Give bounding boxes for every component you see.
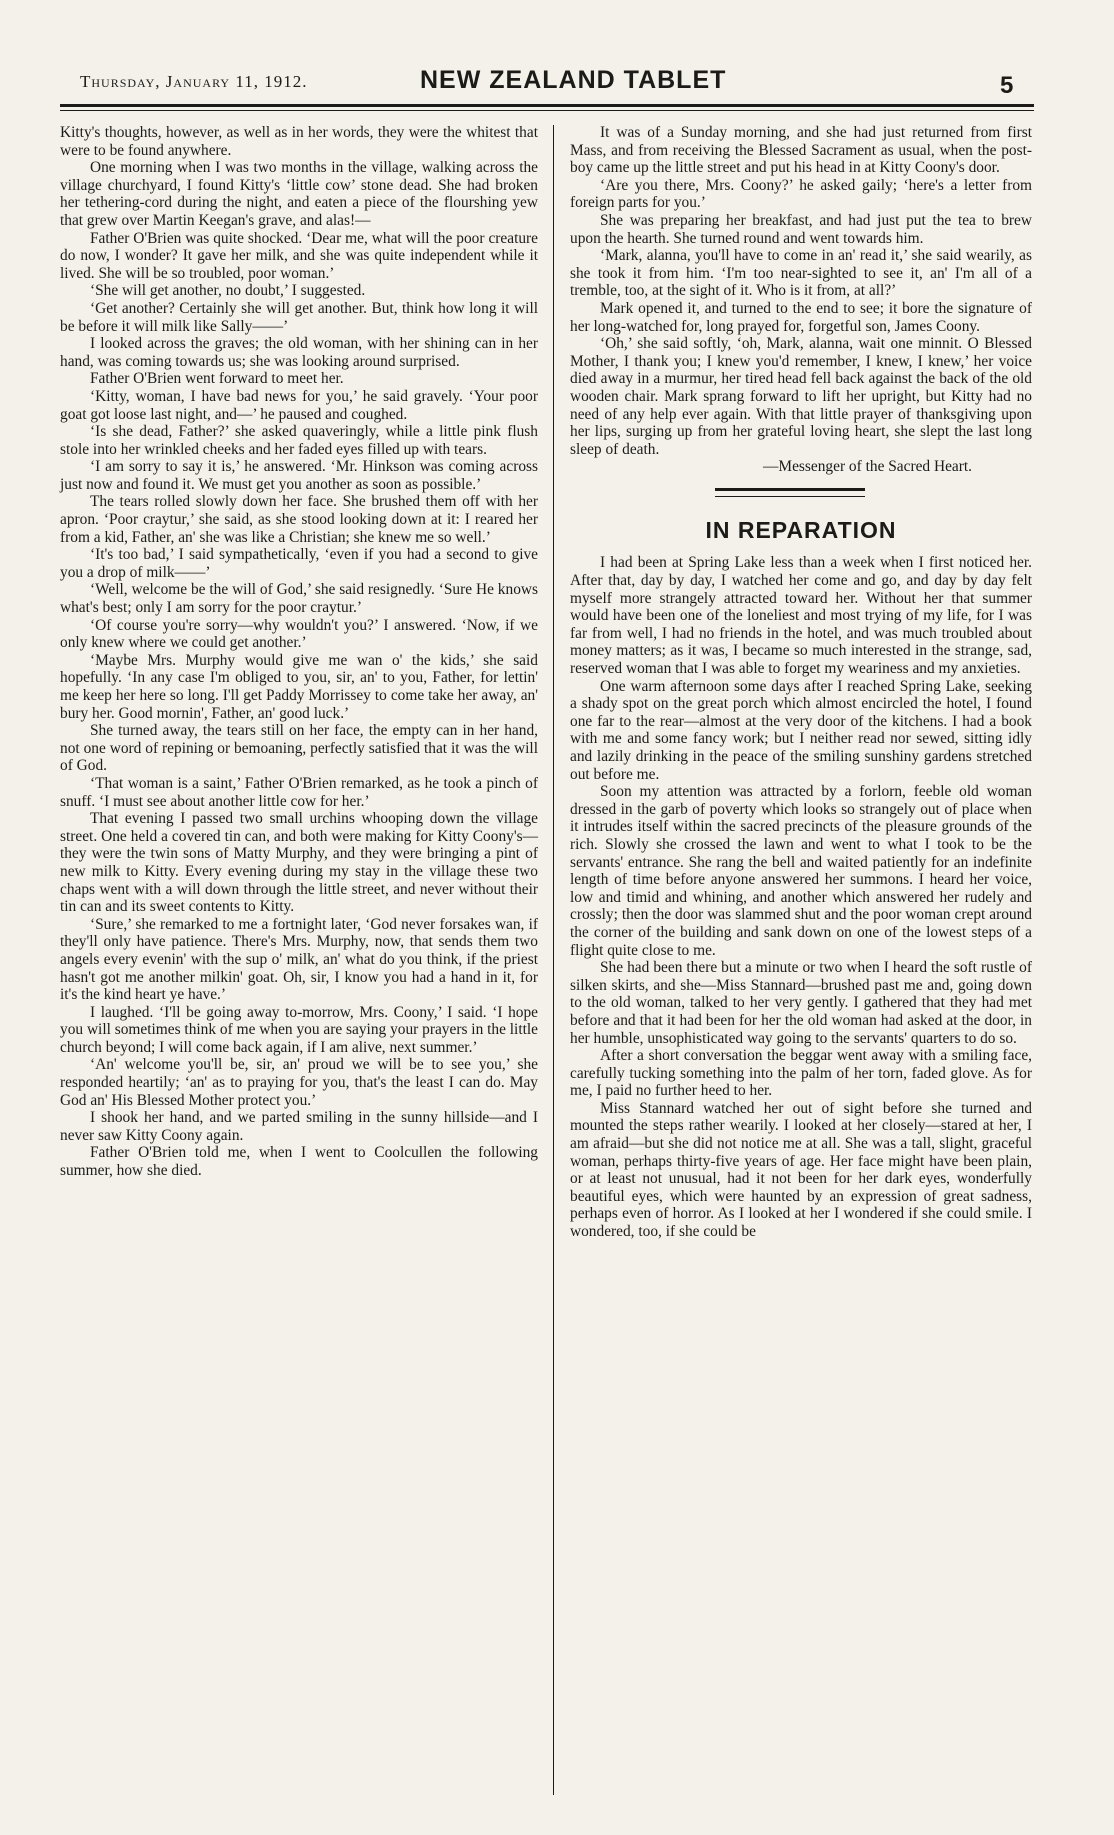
paragraph: She was preparing her breakfast, and had just put the tea to brew upon the hearth. She turned round and went towards him.: [570, 211, 1032, 247]
paragraph: She turned away, the tears still on her face, the empty can in her hand, not one word of repining or bemoaning, perfectly satisfied that it was the will of God.: [60, 722, 538, 775]
paragraph: ‘It's too bad,’ I said sympathetically, ‘even if you had a second to give you a drop of milk——’: [60, 546, 538, 581]
column-divider: [553, 125, 554, 1795]
paragraph: The tears rolled slowly down her face. She brushed them off with her apron. ‘Poor craytur,’ she said, as she stood looking down at it: I reared her from a kid, Father, an' she was like a Christian; she knew me so well.’: [60, 493, 538, 546]
left-column: [60, 124, 538, 1180]
paragraph: Kitty's thoughts, however, as well as in her words, they were the whitest that were to be found anywhere.: [60, 124, 538, 159]
paragraph: ‘She will get another, no doubt,’ I suggested.: [90, 282, 366, 300]
paragraph: ‘An' welcome you'll be, sir, an' proud we will be to see you,’ she responded heartily; ‘an' as to praying for you, that's the least I can do. May God an' His Blessed Mother protect you.’: [60, 1056, 538, 1109]
header-rule-thin: [60, 110, 1034, 111]
paragraph: Father O'Brien was quite shocked. ‘Dear me, what will the poor creature do now, I wonder? It gave her milk, and she was quite independent while it lived. She will be so troubled, poor woman.’: [60, 229, 538, 282]
paragraph: ‘Of course you're sorry—why wouldn't you?’ I answered. ‘Now, if we only knew where we could get another.’: [60, 616, 538, 652]
paragraph: She had been there but a minute or two when I heard the soft rustle of silken skirts, and she—Miss Stannard—brushed past me and, going down to the old woman, talked to her very gently. I gathered that they had met before and that it had been for her the old woman had asked at the door, in her humble, unsophisticated way going to the servants' quarters to do so.: [570, 959, 1032, 1047]
paragraph: I had been at Spring Lake less than a week when I first noticed her. After that, day by day, I watched her come and go, and day by day felt myself more strangely attracted toward her. Without her that summer would have been one of the loneliest and most trying of my life, for I was far from well, I had no friends in the hotel, and was much troubled about money matters; as it was, I became so much interested in the strange, sad, reserved woman that I was able to forget my weariness and my anxieties.: [570, 554, 1032, 678]
paragraph: Soon my attention was attracted by a forlorn, feeble old woman dressed in the garb of poverty which looks so strangely out of place when it intrudes itself within the sacred precincts of the pleasure grounds of the rich. Slowly she crossed the lawn and went to what I took to be the servants' entrance. She rang the bell and waited patiently for an indefinite length of time before anyone answered her summons. I heard her voice, low and timid and whining, and another which answered her rudely and crossly; then the door was slammed shut and the poor woman crept around the corner of the building and sank down on one of the lowest steps of a flight quite close to me.: [570, 783, 1032, 959]
paragraph: I laughed. ‘I'll be going away to-morrow, Mrs. Coony,’ I said. ‘I hope you will sometimes think of me when you are saying your prayers in the little church beyond; I will come back again, if I am alive, next summer.’: [60, 1003, 538, 1056]
paragraph: ‘I am sorry to say it is,’ he answered. ‘Mr. Hinkson was coming across just now and found it. We must get you another as soon as possible.’: [60, 458, 538, 493]
issue-date: Thursday, January 11, 1912.: [80, 72, 308, 91]
paragraph: One warm afternoon some days after I reached Spring Lake, seeking a shady spot on the great porch which almost encircled the hotel, I found one far to the rear—almost at the very door of the kitchens. I had a book with me and some fancy work; but I neither read nor sewed, sitting idly and lazily drinking in the peace of the smiling sunshiny gardens stretched out before me.: [570, 677, 1032, 783]
paragraph: I shook her hand, and we parted smiling in the sunny hillside—and I never saw Kitty Coony again.: [60, 1109, 538, 1144]
paragraph: That evening I passed two small urchins whooping down the village street. One held a covered tin can, and both were making for Kitty Coony's—they were the twin sons of Matty Murphy, and they were bringing a pint of new milk to Kitty. Every evening during my stay in the village these two chaps went with a will down through the little street, and never without their tin can and its sweet contents to Kitty.: [60, 810, 538, 916]
paragraph: ‘Kitty, woman, I have bad news for you,’ he said gravely. ‘Your poor goat got loose last night, and—’ he paused and coughed.: [60, 387, 538, 423]
page-number: 5: [1000, 72, 1014, 99]
paragraph: Father O'Brien went forward to meet her.: [90, 370, 344, 388]
paragraph: ‘Mark, alanna, you'll have to come in an' read it,’ she said wearily, as she took it from him. ‘I'm too near-sighted to see it, an' I'm all of a tremble, too, at the sight of it. Who is it from, at all?’: [570, 247, 1032, 300]
paragraph: ‘Well, welcome be the will of God,’ she said resignedly. ‘Sure He knows what's best; only I am sorry for the poor craytur.’: [60, 581, 538, 617]
paragraph: I looked across the graves; the old woman, with her shining can in her hand, was coming towards us; she was looking around surprised.: [60, 335, 538, 370]
masthead-title: NEW ZEALAND TABLET: [420, 66, 727, 94]
paragraph: Father O'Brien told me, when I went to Coolcullen the following summer, how she died.: [60, 1144, 538, 1180]
paragraph: ‘That woman is a saint,’ Father O'Brien remarked, as he took a pinch of snuff. ‘I must see about another little cow for her.’: [60, 774, 538, 810]
story-signoff: —Messenger of the Sacred Heart.: [763, 458, 972, 476]
paragraph: After a short conversation the beggar went away with a smiling face, carefully tucking something into the palm of her torn, faded glove. As for me, I paid no further heed to her.: [570, 1047, 1032, 1100]
paragraph: Mark opened it, and turned to the end to see; it bore the signature of her long-watched for, long prayed for, forgetful son, James Coony.: [570, 299, 1032, 335]
paragraph: One morning when I was two months in the village, walking across the village churchyard, I found Kitty's ‘little cow’ stone dead. She had broken her tethering-cord during the night, and eaten a piece of the flourshing yew that grew over Martin Keegan's grave, and alas!—: [60, 159, 538, 229]
paragraph: Miss Stannard watched her out of sight before she turned and mounted the steps rather wearily. I looked at her closely—stared at her, I am afraid—but she did not notice me at all. She was a tall, slight, graceful woman, perhaps thirty-five years of age. Her face might have been plain, or at least not unusual, had it not been for her dark eyes, wonderfully beautiful eyes, which were haunted by an expression of great sadness, perhaps even of horror. As I looked at her I wondered if she could smile. I wondered, too, if she could be: [570, 1099, 1032, 1241]
paragraph: It was of a Sunday morning, and she had just returned from first Mass, and from receiving the Blessed Sacrament as usual, when the post-boy came up the little street and put his head in at Kitty Coony's door.: [570, 124, 1032, 177]
paragraph: ‘Maybe Mrs. Murphy would give me wan o' the kids,’ she said hopefully. ‘In any case I'm obliged to you, sir, an' to you, Father, for lettin' me keep her here so long. I'll get Paddy Morrissey to come take her away, an' bury her. Good mornin', Father, an' good luck.’: [60, 651, 538, 722]
header-rule-thick: [60, 104, 1034, 107]
paragraph: ‘Is she dead, Father?’ she asked quaveringly, while a little pink flush stole into her wrinkled cheeks and her faded eyes filled up with tears.: [60, 423, 538, 458]
paragraph: ‘Get another? Certainly she will get another. But, think how long it will be before it will milk like Sally——’: [60, 299, 538, 335]
paragraph: ‘Sure,’ she remarked to me a fortnight later, ‘God never forsakes wan, if they'll only have patience. There's Mrs. Murphy, now, that sends them two angels every evenin' with the sup o' milk, an' what do you think, if the priest hasn't got me another milkin' goat. Oh, sir, I know you had a hand in it, for it's the kind heart ye have.’: [60, 915, 538, 1004]
paragraph: ‘Are you there, Mrs. Coony?’ he asked gaily; ‘here's a letter from foreign parts for you.’: [570, 176, 1032, 212]
paragraph: ‘Oh,’ she said softly, ‘oh, Mark, alanna, wait one minnit. O Blessed Mother, I thank you; I knew you'd remember, I knew, I knew,’ her voice died away in a murmur, her tired head fell back against the back of the old wooden chair. Mark sprang forward to lift her upright, but Kitty had no need of any help ever again. With that little prayer of thanksgiving upon her lips, surging up from her grateful loving heart, she slept the last long sleep of death.: [570, 335, 1032, 458]
section-ornament-rule: [715, 488, 865, 497]
section-title: IN REPARATION: [705, 516, 897, 543]
right-column: [570, 124, 1032, 1241]
